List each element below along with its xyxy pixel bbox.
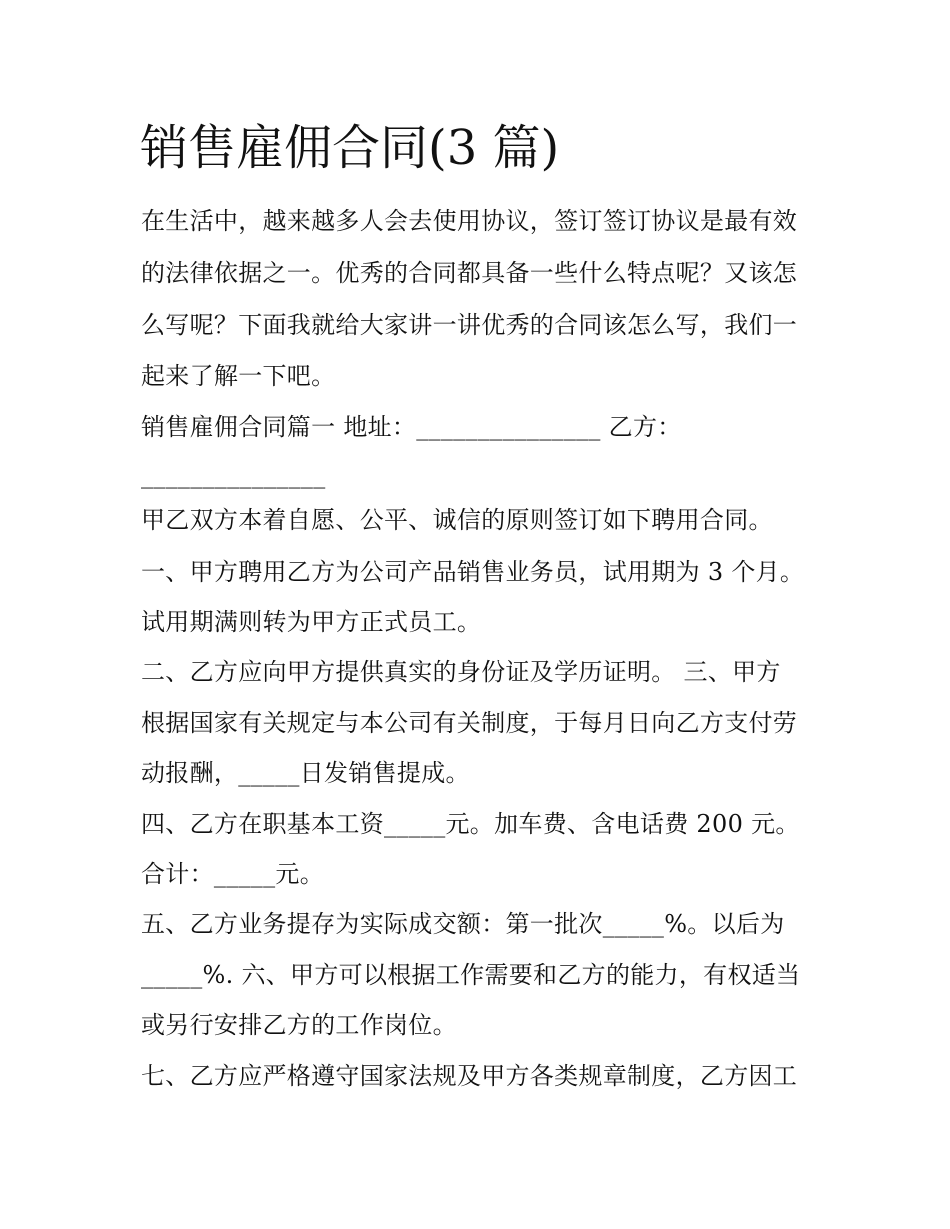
body-line-3: 么写呢？下面我就给大家讲一讲优秀的合同该怎么写，我们一: [141, 311, 798, 339]
body-line-6: _______________: [141, 461, 326, 489]
body-line-7: 甲乙双方本着自愿、公平、诚信的原则签订如下聘用合同。: [141, 506, 773, 534]
body-line-15: 五、乙方业务提存为实际成交额：第一批次_____%。以后为: [141, 910, 785, 938]
body-line-2: 的法律依据之一。优秀的合同都具备一些什么特点呢？又该怎: [141, 259, 798, 287]
body-line-12: 动报酬，_____日发销售提成。: [141, 759, 470, 787]
body-line-5: 销售雇佣合同篇一 地址：_______________ 乙方：: [141, 413, 682, 441]
body-line-13: 四、乙方在职基本工资_____元。加车费、含电话费 200 元。: [141, 810, 800, 838]
body-line-4: 起来了解一下吧。: [141, 362, 336, 390]
body-line-8: 一、甲方聘用乙方为公司产品销售业务员，试用期为 3 个月。: [141, 558, 805, 586]
body-line-1: 在生活中，越来越多人会去使用协议，签订签订协议是最有效: [141, 207, 798, 235]
document-title: 销售雇佣合同(3 篇): [140, 120, 560, 176]
body-line-14: 合计：_____元。: [141, 860, 324, 888]
body-line-17: 或另行安排乙方的工作岗位。: [141, 1011, 457, 1039]
body-line-16: _____%. 六、甲方可以根据工作需要和乙方的能力，有权适当: [141, 961, 801, 989]
body-line-10: 二、乙方应向甲方提供真实的身份证及学历证明。 三、甲方: [141, 658, 781, 686]
body-line-11: 根据国家有关规定与本公司有关制度，于每月日向乙方支付劳: [141, 709, 798, 737]
body-line-18: 七、乙方应严格遵守国家法规及甲方各类规章制度，乙方因工: [141, 1062, 798, 1090]
body-line-9: 试用期满则转为甲方正式员工。: [141, 608, 482, 636]
